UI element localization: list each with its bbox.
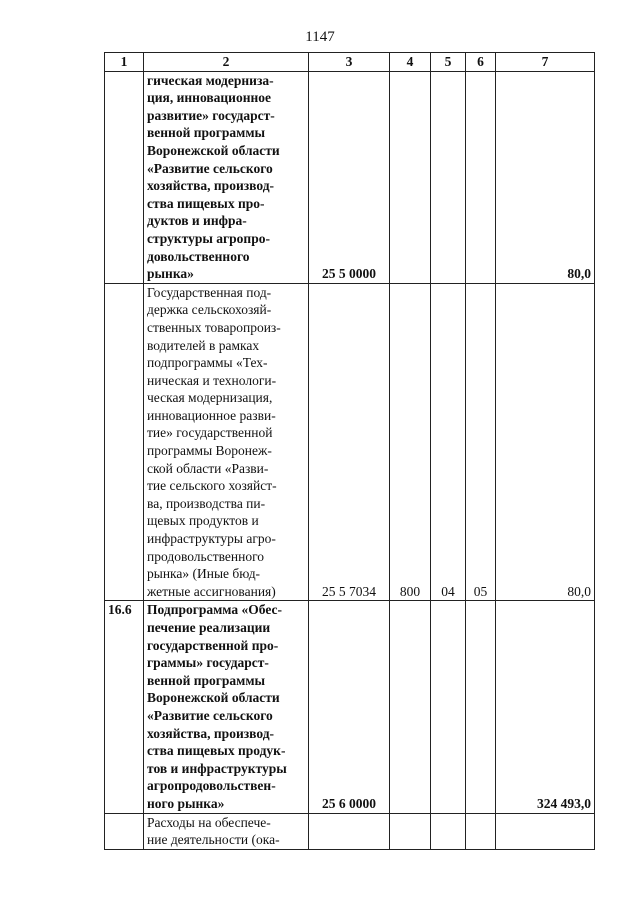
row-name-line: программы Воронеж- xyxy=(147,443,272,459)
col4-cell xyxy=(390,813,431,849)
row-name-line: инновационное разви- xyxy=(147,407,276,423)
col5-cell: 04 xyxy=(431,283,466,601)
row-name-line: ция, инновационное xyxy=(147,90,272,106)
row-name-line: тие» государственной xyxy=(147,425,273,441)
row-name-line: ного рынка» xyxy=(147,795,225,811)
table-row xyxy=(105,283,595,601)
code-cell: 25 5 0000 xyxy=(309,71,390,283)
row-name-line: ческая модернизация, xyxy=(147,390,273,406)
row-name-line: продовольственного xyxy=(147,548,265,564)
row-name-line: граммы» государст- xyxy=(147,655,269,671)
row-name-line: хозяйства, производ- xyxy=(147,178,275,194)
row-name-cell xyxy=(144,601,309,813)
row-name-line: дуктов и инфра- xyxy=(147,213,247,229)
col6-cell xyxy=(466,601,496,813)
row-name-line: довольственного xyxy=(147,248,250,264)
row-name-line: рынка» (Иные бюд- xyxy=(147,566,261,582)
row-number-cell: 16.6 xyxy=(105,601,144,813)
row-name-cell xyxy=(144,71,309,283)
row-name-line: печение реализации xyxy=(147,620,271,635)
row-name-line: рынка» xyxy=(147,266,194,282)
header-col-2: 2 xyxy=(144,53,309,72)
row-name-line: держка сельскохозяй- xyxy=(147,302,272,318)
row-name-line: гическая модерниза- xyxy=(147,72,274,88)
header-col-5: 5 xyxy=(431,53,466,72)
row-name-line: инфраструктуры агро- xyxy=(147,531,276,547)
row-name-line: ническая и технологи- xyxy=(147,372,277,388)
row-name-line: венной программы xyxy=(147,672,266,688)
row-name-line: ской области «Разви- xyxy=(147,460,269,476)
row-number-cell xyxy=(105,283,144,601)
row-name-line: структуры агропро- xyxy=(147,230,270,246)
row-name-line: ства пищевых про- xyxy=(147,195,265,211)
col6-cell xyxy=(466,71,496,283)
row-name-cell xyxy=(144,813,309,849)
col5-cell xyxy=(431,813,466,849)
row-name-line: тие сельского хозяйст- xyxy=(147,478,277,494)
row-number-cell xyxy=(105,71,144,283)
row-name-line: водителей в рамках xyxy=(147,337,260,353)
row-name-line: развитие» государст- xyxy=(147,107,275,123)
header-col-4: 4 xyxy=(390,53,431,72)
col5-cell xyxy=(431,601,466,813)
row-name-line: щевых продуктов и xyxy=(147,513,259,529)
budget-table xyxy=(104,52,595,850)
row-name-line: «Развитие сельского xyxy=(147,160,273,176)
row-name-line: ственных товаропроиз- xyxy=(147,319,281,335)
row-name-line: Государственная под- xyxy=(147,284,272,300)
header-col-3: 3 xyxy=(309,53,390,72)
page-number: 1147 xyxy=(305,29,335,45)
code-cell: 25 6 0000 xyxy=(309,601,390,813)
row-name-line: государственной про- xyxy=(147,637,279,653)
row-name-line: тов и инфраструктуры xyxy=(147,760,287,776)
col6-cell xyxy=(466,813,496,849)
row-name-line: подпрограммы «Тех- xyxy=(147,355,268,371)
table-row xyxy=(105,813,595,849)
row-name-line: венной программы xyxy=(147,125,266,141)
row-name-line: жетные ассигнования) xyxy=(147,583,276,599)
table-row xyxy=(105,71,595,283)
col6-cell: 05 xyxy=(466,283,496,601)
amount-cell: 80,0 xyxy=(496,283,595,601)
amount-cell xyxy=(496,813,595,849)
row-name-line: ства пищевых продук- xyxy=(147,743,286,759)
table-header-row xyxy=(105,53,595,72)
row-name-line: Воронежской области xyxy=(147,690,280,706)
col5-cell xyxy=(431,71,466,283)
row-name-line: Воронежской области xyxy=(147,142,280,158)
col4-cell xyxy=(390,71,431,283)
row-name-line: агропродовольствен- xyxy=(147,778,276,794)
header-col-6: 6 xyxy=(466,53,496,72)
code-cell: 25 5 7034 xyxy=(309,283,390,601)
header-col-1: 1 xyxy=(105,53,144,72)
col4-cell xyxy=(390,601,431,813)
amount-cell: 324 493,0 xyxy=(496,601,595,813)
row-name-line: хозяйства, производ- xyxy=(147,725,275,741)
header-col-7: 7 xyxy=(496,53,595,72)
row-name-line: ние деятельности (ока- xyxy=(147,832,280,848)
row-name-line: «Развитие сельского xyxy=(147,707,273,723)
row-name-line: ва, производства пи- xyxy=(147,495,266,511)
col4-cell: 800 xyxy=(390,283,431,601)
amount-cell: 80,0 xyxy=(496,71,595,283)
row-name-cell xyxy=(144,283,309,601)
row-number-cell xyxy=(105,813,144,849)
code-cell xyxy=(309,813,390,849)
row-name-line: Подпрограмма «Обес- xyxy=(147,602,283,618)
table-row xyxy=(105,601,595,813)
row-name-line: Расходы на обеспече- xyxy=(147,814,271,830)
